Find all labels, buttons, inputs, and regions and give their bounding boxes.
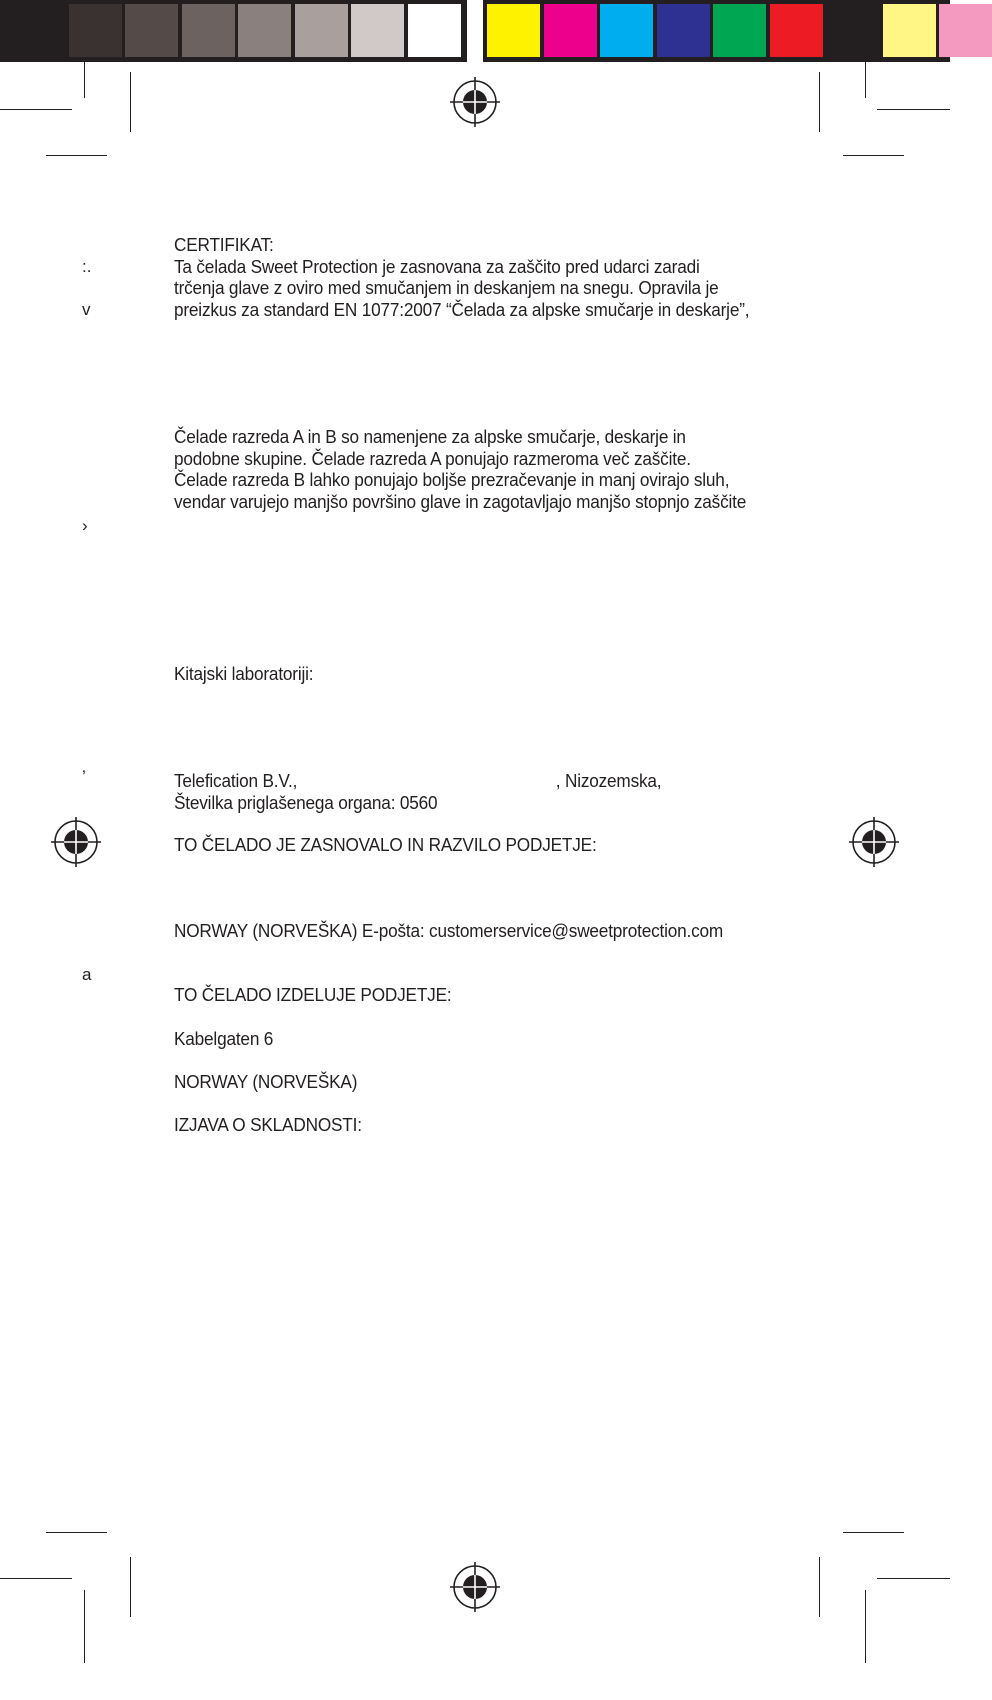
gray-swatch — [69, 4, 122, 57]
crop-mark — [865, 1590, 866, 1663]
gray-swatch — [182, 4, 235, 57]
edge-fragment: :. — [82, 257, 92, 276]
registration-mark-icon — [450, 1562, 500, 1612]
designer-contact-block — [174, 920, 769, 942]
notified-body-number: Številka priglašenega organa: 0560 — [174, 791, 438, 813]
process-color-swatch — [770, 4, 823, 57]
crop-mark — [130, 72, 131, 132]
color-calibration-bar — [0, 0, 950, 62]
notified-body-section — [174, 770, 769, 813]
gray-swatch — [125, 4, 178, 57]
crop-mark — [0, 1578, 72, 1579]
crop-mark — [84, 1590, 85, 1663]
registration-mark-icon — [450, 77, 500, 127]
gray-swatch — [295, 4, 348, 57]
process-color-swatch — [600, 4, 653, 57]
gray-swatch — [408, 4, 461, 57]
edge-fragment: v — [82, 300, 91, 319]
crop-mark — [46, 155, 107, 156]
classes-line: vendar varujejo manjšo površino glave in zagotavljajo manjšo stopnjo zaščite — [174, 490, 747, 512]
notified-body-name: Telefication B.V., — [174, 770, 298, 791]
certificate-section — [174, 234, 769, 320]
process-color-swatch — [883, 4, 936, 57]
designer-heading: TO ČELADO JE ZASNOVALO IN RAZVILO PODJETJE: — [174, 834, 597, 855]
manufacturer-heading: TO ČELADO IZDELUJE PODJETJE: — [174, 984, 452, 1005]
crop-mark — [843, 1532, 904, 1533]
crop-mark — [0, 109, 72, 110]
notified-body-country: , Nizozemska, — [555, 770, 662, 791]
designer-contact: NORWAY (NORVEŠKA) E-pošta: customerservice@sweetprotection.com — [174, 920, 724, 941]
certificate-line: trčenja glave z oviro med smučanjem in deskanjem na snegu. Opravila je — [174, 277, 719, 298]
edge-fragment: ‚ — [82, 757, 86, 776]
crop-mark — [130, 1557, 131, 1617]
labs-heading: Kitajski laboratoriji: — [174, 663, 314, 684]
crop-mark — [877, 1578, 950, 1579]
helmet-classes-section — [174, 426, 769, 512]
process-color-swatch — [487, 4, 540, 57]
gray-swatch — [12, 4, 65, 57]
process-color-swatch — [939, 4, 992, 57]
declaration-block — [174, 1114, 769, 1136]
manufacturer-heading-block — [174, 984, 769, 1006]
crop-mark — [865, 60, 866, 98]
process-color-swatch — [544, 4, 597, 57]
edge-fragment: › — [82, 516, 88, 535]
process-color-swatch — [713, 4, 766, 57]
certificate-line: preizkus za standard EN 1077:2007 “Čelada za alpske smučarje in deskarje”, — [174, 298, 750, 320]
registration-mark-icon — [849, 817, 899, 867]
manufacturer-country-block — [174, 1071, 769, 1093]
certificate-line: Ta čelada Sweet Protection je zasnovana za zaščito pred udarci zaradi — [174, 255, 700, 277]
gray-swatch — [351, 4, 404, 57]
process-color-swatch — [657, 4, 710, 57]
classes-line: podobne skupine. Čelade razreda A ponujajo razmeroma več zaščite. — [174, 447, 691, 469]
crop-mark — [819, 72, 820, 132]
manufacturer-country: NORWAY (NORVEŠKA) — [174, 1071, 358, 1092]
certificate-heading: CERTIFIKAT: — [174, 234, 274, 255]
manufacturer-street: Kabelgaten 6 — [174, 1028, 274, 1049]
crop-mark — [84, 60, 85, 98]
edge-fragment: a — [82, 965, 92, 984]
notified-body-line — [174, 770, 769, 792]
crop-mark — [46, 1532, 107, 1533]
crop-mark — [877, 109, 950, 110]
process-color-swatch — [826, 4, 879, 57]
classes-line: Čelade razreda A in B so namenjene za alpske smučarje, deskarje in — [174, 426, 686, 447]
designer-heading-block — [174, 834, 769, 856]
classes-line: Čelade razreda B lahko ponujajo boljše prezračevanje in manj ovirajo sluh, — [174, 469, 730, 490]
manufacturer-street-block — [174, 1028, 769, 1050]
declaration-heading: IZJAVA O SKLADNOSTI: — [174, 1114, 362, 1135]
crop-mark — [819, 1557, 820, 1617]
gray-swatch — [238, 4, 291, 57]
crop-mark — [843, 155, 904, 156]
labs-section — [174, 663, 769, 685]
registration-mark-icon — [51, 817, 101, 867]
